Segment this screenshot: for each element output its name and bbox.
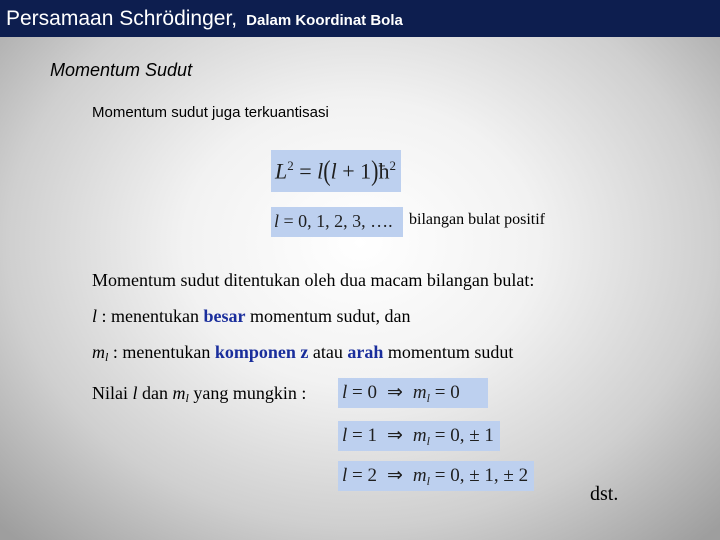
row2-mval: = 0, ± 1, ± 2 [430,465,529,486]
values-pre: Nilai [92,383,133,403]
eq-plus-one: + 1 [342,158,372,184]
eq-l-inner: l [330,158,337,184]
eq-lvals-l: l [274,211,280,231]
row0-l: l [342,382,348,403]
values-label [92,383,306,406]
keyword-arah: arah [347,342,384,362]
slide-subtitle: Dalam Koordinat Bola [246,12,403,29]
values-l: l [132,383,138,403]
l-pre: : menentukan [97,306,204,326]
row2-msub: l [426,474,430,488]
lead-text: Momentum sudut juga terkuantisasi [92,104,329,121]
ml-sub: l [105,350,109,364]
footer-dst: dst. [590,483,619,505]
ml-post: momentum sudut [383,342,514,362]
value-row-l1 [338,421,500,451]
row0-msub: l [426,391,430,405]
title-bar [0,0,720,37]
eq-L: L [275,158,288,184]
implies-icon: ⇒ [387,465,403,486]
l-var: l [92,306,98,326]
values-sub: l [185,391,189,405]
ml-description [92,342,513,365]
ml-mid: atau [308,342,348,362]
row1-msub: l [426,434,430,448]
l-description [92,306,411,327]
eq-paren-open: ( [323,154,331,187]
values-m: m [172,383,186,403]
row1-lval: = 1 [347,425,377,446]
row1-mval: = 0, ± 1 [430,425,494,446]
keyword-besar: besar [203,306,246,326]
eq-equals: = [299,158,312,184]
row1-l: l [342,425,348,446]
ml-var: m [92,342,105,362]
row2-l: l [342,465,348,486]
keyword-komponen-z: komponen z [214,342,309,362]
row0-mval: = 0 [430,382,460,403]
l-values-note: bilangan bulat positif [409,211,545,228]
ml-pre: : menentukan [108,342,215,362]
slide-title: Persamaan Schrödinger, [6,7,238,30]
implies-icon: ⇒ [387,382,403,403]
intro-paragraph: Momentum sudut ditentukan oleh dua macam bilangan bulat: [92,270,535,290]
implies-icon: ⇒ [387,425,403,446]
row1-m: m [412,425,427,446]
row0-lval: = 0 [347,382,377,403]
eq-hbar: ħ [378,158,390,184]
l-post: momentum sudut, dan [245,306,411,326]
eq-L-exp: 2 [287,158,294,173]
equation-l-values [271,207,403,237]
row0-m: m [412,382,427,403]
values-post: yang mungkin : [188,383,307,403]
row2-lval: = 2 [347,465,377,486]
row2-m: m [412,465,427,486]
equation-l-squared [271,150,401,192]
value-row-l2 [338,461,534,491]
eq-paren-close: ) [371,154,379,187]
section-heading: Momentum Sudut [50,60,193,80]
eq-hbar-exp: 2 [389,158,396,173]
value-row-l0 [338,378,488,408]
eq-lvals-list: = 0, 1, 2, 3, …. [279,211,393,231]
values-mid: dan [137,383,173,403]
eq-l: l [317,158,324,184]
